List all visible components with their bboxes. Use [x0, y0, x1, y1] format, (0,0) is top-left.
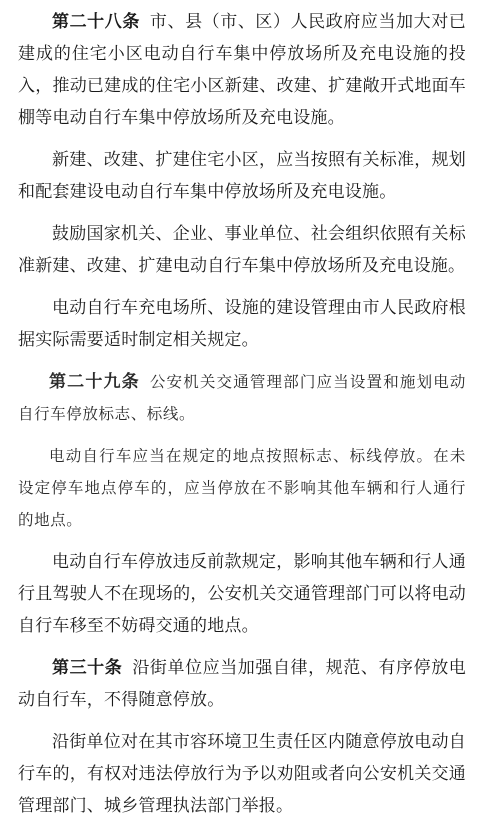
paragraph-text: 市、县（市、区）人民政府应当加大对已建成的住宅小区电动自行车集中停放场所及充电设施的投入，推动已建成的住宅小区新建、改建、扩建敞开式地面车棚等电动自行车集中停放场所及充电设施。 — [18, 12, 467, 128]
article-number: 第三十条 — [52, 658, 123, 678]
paragraph-text: 电动自行车应当在规定的地点按照标志、标线停放。在未设定停车地点停车的，应当停放在不影响其他车辆和行人通行的地点。 — [18, 447, 466, 529]
paragraph-text: 电动自行车充电场所、设施的建设管理由市人民政府根据实际需要适时制定相关规定。 — [18, 298, 466, 350]
paragraph-article-29-clause-2 — [18, 440, 466, 536]
paragraph-text: 公安机关交通管理部门应当设置和施划电动自行车停放标志、标线。 — [18, 373, 467, 423]
paragraph-article-28 — [18, 6, 466, 134]
paragraph-text: 沿街单位对在其市容环境卫生责任区内随意停放电动自行车的，有权对违法停放行为予以劝阻或者向公安机关交通管理部门、城乡管理执法部门举报。 — [18, 732, 466, 816]
paragraph-article-30 — [18, 652, 466, 716]
paragraph-article-28-clause-3 — [18, 218, 466, 282]
paragraph-article-30-clause-2 — [18, 726, 466, 822]
paragraph-article-29-clause-3 — [18, 546, 466, 642]
paragraph-article-29 — [18, 366, 466, 430]
paragraph-text: 新建、改建、扩建住宅小区，应当按照有关标准，规划和配套建设电动自行车集中停放场所及充电设施。 — [18, 150, 466, 202]
article-number: 第二十八条 — [52, 12, 140, 32]
paragraph-text: 电动自行车停放违反前款规定，影响其他车辆和行人通行且驾驶人不在现场的，公安机关交通管理部门可以将电动自行车移至不妨碍交通的地点。 — [18, 552, 466, 636]
paragraph-article-28-clause-4 — [18, 292, 466, 356]
paragraph-text: 鼓励国家机关、企业、事业单位、社会组织依照有关标准新建、改建、扩建电动自行车集中停放场所及充电设施。 — [18, 224, 466, 276]
article-number: 第二十九条 — [49, 372, 140, 392]
paragraph-article-28-clause-2 — [18, 144, 466, 208]
paragraph-text: 沿街单位应当加强自律，规范、有序停放电动自行车，不得随意停放。 — [18, 658, 466, 710]
